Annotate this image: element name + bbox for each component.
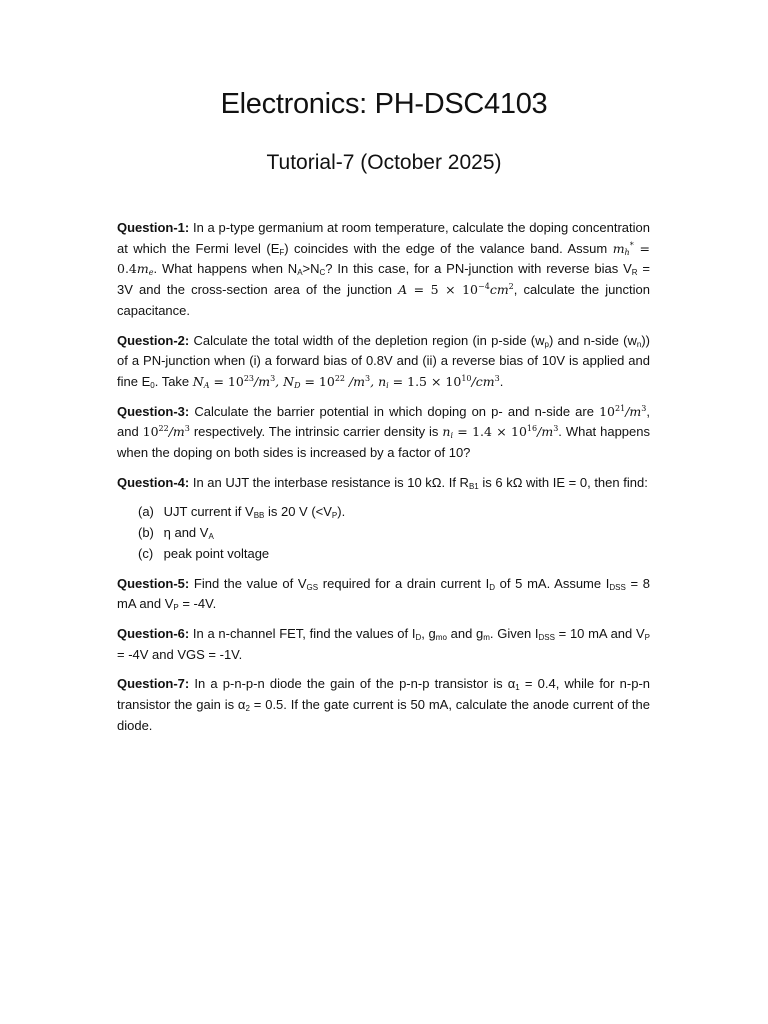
question-7: Question-7: In a p-n-p-n diode the gain of the p-n-p transistor is $\alpha_1 = 0.4$, while for n-p-n transistor the gain is $\alpha_2 = 0.5$. If the gate current is 50 mA, calculate the anode current of the diode. bbox=[117, 676, 650, 733]
question-6: Question-6: In a n-channel FET, find the values of $I_D$, $g_{mo}$ and $g_m$. Given $I_{DSS} = 10$ mA and $V_P = -4V$ and VGS = -1V. bbox=[117, 625, 650, 662]
list-item: (c) peak point voltage bbox=[138, 545, 270, 561]
math-effective-mass: $m_h^* = 0.4m_e$ bbox=[117, 240, 650, 278]
list-item: (b) η and $V_A$ bbox=[138, 525, 214, 542]
question-label: Question-6: bbox=[117, 625, 190, 641]
question-4-parts bbox=[117, 502, 650, 564]
question-label: Question-4: bbox=[117, 474, 190, 490]
document-subtitle: Tutorial-7 (October 2025) bbox=[266, 151, 502, 174]
math-intrinsic-density: $n_i = 1.4 \times 10^{16}/m^3$ bbox=[442, 424, 559, 441]
math-doping-values: $N_A = 10^{23}/m^3$, $N_D = 10^{22}$ $/m^3$, $n_i = 1.5 \times 10^{10}/cm^3$ bbox=[192, 373, 500, 390]
question-label: Question-2: bbox=[117, 332, 190, 348]
question-label: Question-3: bbox=[117, 403, 190, 419]
questions-body bbox=[117, 218, 650, 745]
question-5: Question-5: Find the value of $V_{GS}$ required for a drain current $I_D$ of 5 mA. Assume $I_{DSS} = 8$ mA and $V_P = -4V$. bbox=[117, 575, 651, 613]
document-title: Electronics: PH-DSC4103 bbox=[220, 88, 548, 120]
list-item: (a) UJT current if $V_{BB}$ is 20 V $(<V_P)$. bbox=[138, 504, 346, 521]
math-doping-p: $10^{21}/m^3$ bbox=[599, 403, 647, 419]
math-doping-n: $10^{22}/m^3$ bbox=[142, 424, 190, 440]
question-label: Question-7: bbox=[117, 676, 190, 692]
question-label: Question-1: bbox=[117, 220, 190, 235]
question-3: Question-3: Calculate the barrier potential in which doping on p- and n-side are $10^{21}/m^3$, and $10^{22}/m^3$ respectively. The intrinsic carrier density is $n_i = 1.4 \times 10^{16}/m^3$. What happens when the doping on both sides is increased by a factor of 10? bbox=[117, 403, 650, 461]
question-2: Question-2: Calculate the total width of the depletion region (in p-side $(w_p)$ and n-side $(w_n)$) of a PN-junction when (i) a forward bias of 0.8V and (ii) a reverse bias of 10V is applied and fine $E_0$. Take $N_A = 10^{23}/m^3$, $N_D = 10^{22}$ $/m^3$, $n_i = 1.5 \times 10^{10}/cm^3$. bbox=[117, 332, 650, 390]
question-label: Question-5: bbox=[117, 575, 190, 591]
question-4: Question-4: In an UJT the interbase resistance is 10 kΩ. If $R_{B1}$ is 6 kΩ with IE = 0, then find: bbox=[117, 474, 648, 491]
math-area: $A = 5 \times 10^{-4}cm^2$ bbox=[398, 282, 514, 298]
question-1: Question-1: In a p-type germanium at room temperature, calculate the doping concentration at which the Fermi level $(E_F)$ coincides with the edge of the valance band. Assum $m_h^* = 0.4m_e$. What happens when $N_A>N_C$? In this case, for a PN-junction with reverse bias $V_R = 3V$ and the cross-section area of the junction $A = 5 \times 10^{-4}cm^2$, calculate the junction capacitance. bbox=[117, 220, 650, 318]
